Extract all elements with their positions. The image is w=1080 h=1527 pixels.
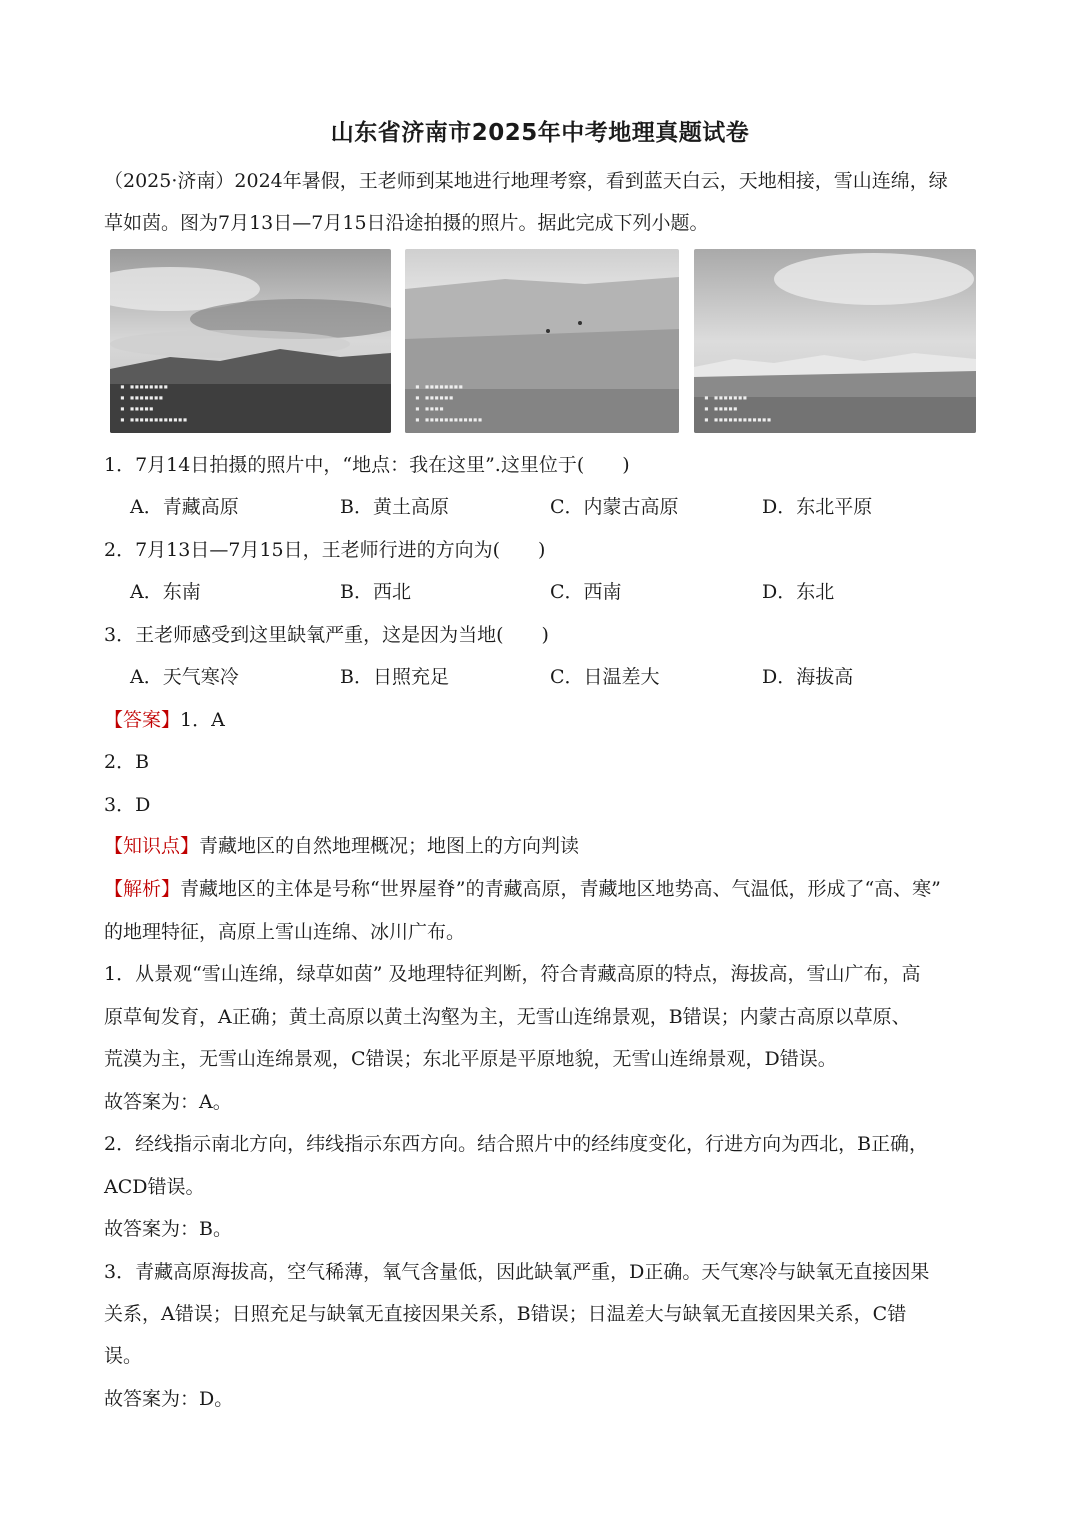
question-3-option-a: A．天气寒冷 bbox=[130, 666, 239, 688]
explanation-line: 1．从景观“雪山连绵，绿草如茵” 及地理特征判断，符合青藏高原的特点，海拔高，雪山广布，高 bbox=[104, 963, 921, 985]
explanation-line: 2．经线指示南北方向，纬线指示东西方向。结合照片中的经纬度变化，行进方向为西北，B正确， bbox=[104, 1133, 929, 1155]
question-1-option-c: C．内蒙古高原 bbox=[550, 496, 679, 518]
explanation-line: 故答案为：D。 bbox=[104, 1388, 234, 1410]
analysis-line-1: 青藏地区的主体是号称“世界屋脊”的青藏高原，青藏地区地势高、气温低，形成了“高、寒” bbox=[180, 878, 941, 900]
analysis-label: 【解析】 bbox=[104, 878, 181, 900]
question-3-option-d: D．海拔高 bbox=[762, 666, 854, 688]
question-1-option-d: D．东北平原 bbox=[762, 496, 873, 518]
question-2-option-b: B．西北 bbox=[340, 581, 411, 603]
analysis-row bbox=[104, 880, 941, 899]
photo-july-15: ▪ ▪▪▪▪▪▪▪ ▪ ▪▪▪▪▪ ▪ ▪▪▪▪▪▪▪▪▪▪▪▪ bbox=[694, 249, 976, 433]
explanation-line: 原草甸发育，A正确；黄土高原以黄土沟壑为主，无雪山连绵景观，B错误；内蒙古高原以草原、 bbox=[104, 1006, 911, 1028]
question-2-option-c: C．西南 bbox=[550, 581, 622, 603]
answer-row bbox=[104, 711, 225, 730]
question-1-option-b: B．黄土高原 bbox=[340, 496, 449, 518]
photo-july-14: ▪ ▪▪▪▪▪▪▪▪ ▪ ▪▪▪▪▪▪ ▪ ▪▪▪▪ ▪ ▪▪▪▪▪▪▪▪▪▪▪▪ bbox=[405, 249, 679, 433]
answer-1: 1．A bbox=[180, 709, 225, 731]
answer-3: 3．D bbox=[104, 794, 151, 816]
explanation-line: 故答案为：A。 bbox=[104, 1091, 232, 1113]
explanation-line: 3．青藏高原海拔高，空气稀薄，氧气含量低，因此缺氧严重，D正确。天气寒冷与缺氧无直接因果 bbox=[104, 1261, 930, 1283]
intro-line-2: 草如茵。图为7月13日—7月15日沿途拍摄的照片。据此完成下列小题。 bbox=[104, 212, 709, 234]
explanation-line: 荒漠为主，无雪山连绵景观，C错误；东北平原是平原地貌，无雪山连绵景观，D错误。 bbox=[104, 1048, 837, 1070]
question-3-option-c: C．日温差大 bbox=[550, 666, 660, 688]
answer-2: 2．B bbox=[104, 751, 150, 773]
photo-july-13: ▪ ▪▪▪▪▪▪▪▪ ▪ ▪▪▪▪▪▪▪ ▪ ▪▪▪▪▪ ▪ ▪▪▪▪▪▪▪▪▪▪▪▪ bbox=[110, 249, 391, 433]
explanation-line: 故答案为：B。 bbox=[104, 1218, 232, 1240]
knowledge-text: 青藏地区的自然地理概况；地图上的方向判读 bbox=[199, 835, 580, 857]
question-2-option-a: A．东南 bbox=[130, 581, 201, 603]
page-title: 山东省济南市2025年中考地理真题试卷 bbox=[330, 120, 750, 146]
question-3-stem: 3．王老师感受到这里缺氧严重，这是因为当地( ) bbox=[104, 624, 549, 646]
question-1-stem: 1．7月14日拍摄的照片中，“地点：我在这里”.这里位于( ) bbox=[104, 454, 630, 476]
question-2-option-d: D．东北 bbox=[762, 581, 835, 603]
explanation-line: ACD错误。 bbox=[104, 1176, 205, 1198]
analysis-line-2: 的地理特征，高原上雪山连绵、冰川广布。 bbox=[104, 921, 466, 943]
explanation-line: 关系，A错误；日照充足与缺氧无直接因果关系，B错误；日温差大与缺氧无直接因果关系，C错 bbox=[104, 1303, 907, 1325]
intro-line-1: （2025·济南）2024年暑假，王老师到某地进行地理考察，看到蓝天白云，天地相接，雪山连绵，绿 bbox=[104, 170, 948, 192]
question-3-option-b: B．日照充足 bbox=[340, 666, 449, 688]
knowledge-label: 【知识点】 bbox=[104, 835, 200, 857]
knowledge-row bbox=[104, 837, 579, 856]
question-1-option-a: A．青藏高原 bbox=[130, 496, 239, 518]
answer-label: 【答案】 bbox=[104, 709, 181, 731]
explanation-line: 误。 bbox=[104, 1345, 143, 1367]
question-2-stem: 2．7月13日—7月15日，王老师行进的方向为( ) bbox=[104, 539, 546, 561]
